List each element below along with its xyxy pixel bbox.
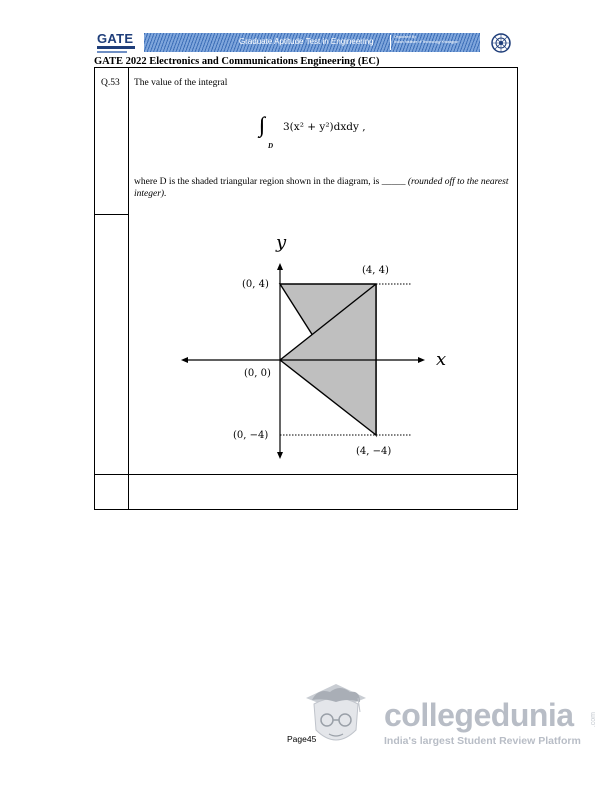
x-axis-label: x (436, 349, 447, 370)
collegedunia-logo-text: collegedunia (384, 697, 574, 733)
x-axis-left-arrow (181, 357, 188, 363)
point-label-top-left: (0, 4) (242, 279, 269, 290)
point-label-origin: (0, 0) (244, 368, 271, 379)
logo-bar (97, 46, 135, 49)
logo-bar-secondary (97, 51, 127, 53)
y-axis-bottom-arrow (277, 452, 283, 459)
point-label-bottom-left: (0, −4) (233, 430, 269, 441)
page-prefix: Page (287, 734, 307, 744)
integrand: 3(x² + y²)dxdy , (283, 121, 366, 133)
collegedunia-tagline: India's largest Student Review Platform (384, 735, 581, 747)
integral-region: D (268, 142, 274, 150)
iit-emblem-icon (490, 32, 512, 54)
header-banner (94, 30, 518, 56)
banner-title: Graduate Aptitude Test in Engineering (239, 37, 374, 46)
triangle-diagram (94, 220, 518, 470)
page-number-value: 45 (306, 734, 317, 744)
point-label-bottom-right: (4, −4) (356, 446, 392, 457)
banner-divider (390, 35, 391, 50)
gate-logo-text: GATE (97, 31, 134, 46)
integral-expression (259, 112, 399, 152)
gate-logo (94, 30, 142, 56)
organizer-block (394, 35, 458, 45)
point-label-top-right: (4, 4) (362, 265, 389, 276)
page-number (287, 734, 316, 744)
question-number: Q.53 (101, 78, 120, 88)
where-text: where D is the shaded triangular region shown in the diagram, is _____ (134, 177, 406, 187)
banner-stripe (144, 33, 480, 52)
y-axis-top-arrow (277, 263, 283, 270)
table-row-divider-bottom (95, 474, 517, 475)
exam-title: GATE 2022 Electronics and Communications Engineering (EC) (94, 56, 380, 67)
collegedunia-domain-suffix: .com (590, 712, 597, 728)
question-intro: The value of the integral (134, 78, 228, 88)
organized-by-label: Organised By (394, 35, 416, 39)
y-axis-label: y (276, 232, 287, 253)
organizer-name: Indian Institute of Technology Kharagpur (394, 40, 459, 44)
table-row-divider (95, 214, 128, 215)
question-condition (134, 176, 514, 200)
x-axis-right-arrow (418, 357, 425, 363)
rounding-note: (rounded off to the nearest integer). (134, 177, 509, 199)
student-mascot-icon (296, 680, 376, 760)
